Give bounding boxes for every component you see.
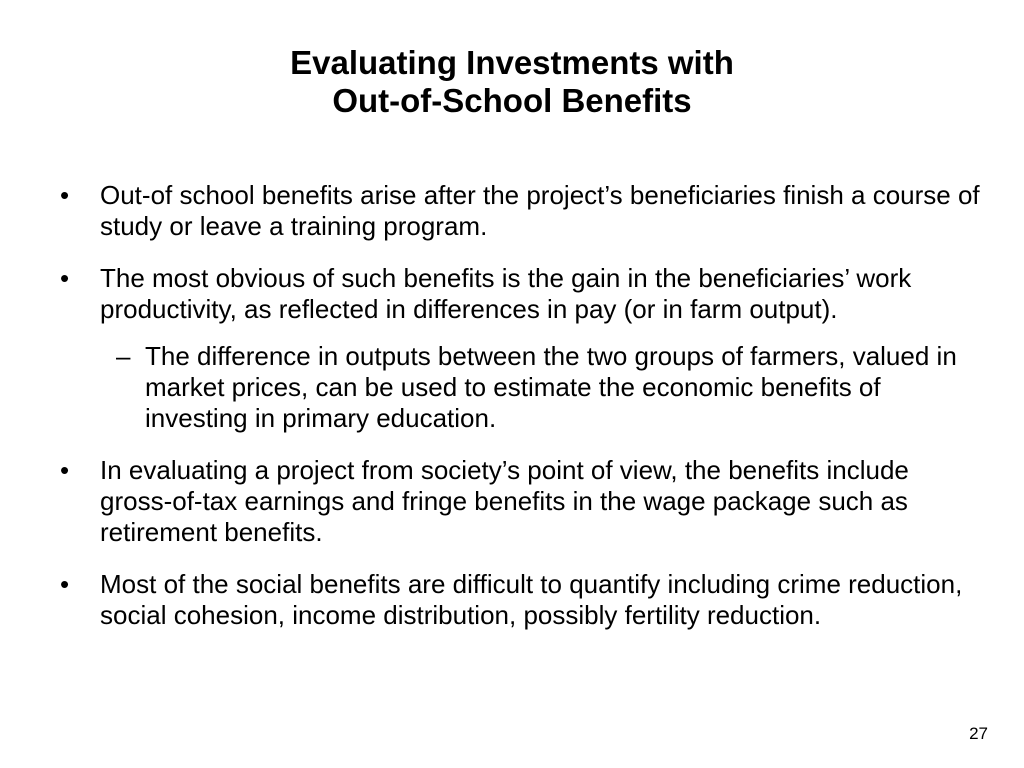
bullet-marker: • [60,455,70,485]
bullet-text-3: In evaluating a project from society’s point of view, the benefits include gross-of-tax earnings and fringe benefits in the wage package such as retirement benefits. [100,455,909,547]
sub-bullet-item-1 [116,341,988,434]
bullet-text-2: The most obvious of such benefits is the gain in the beneficiaries’ work productivity, as reflected in differences in pay (or in farm output). [100,263,912,324]
slide-title-line-1: Evaluating Investments with [290,44,734,81]
slide-title [0,44,1024,120]
bullet-item-4 [58,569,988,631]
bullet-item-3 [58,455,988,548]
bullet-text-4: Most of the social benefits are difficult to quantify including crime reduction, social cohesion, income distribution, possibly fertility reduction. [100,569,963,630]
bullet-marker: • [60,263,70,293]
page-number: 27 [969,724,988,743]
sub-bullet-marker: – [116,341,131,371]
bullet-item-2 [58,263,988,325]
bullet-marker: • [60,180,70,210]
bullet-marker: • [60,569,70,599]
bullet-item-1 [58,180,988,242]
bullet-text-1: Out-of school benefits arise after the project’s beneficiaries finish a course of study or leave a training program. [100,180,980,241]
sub-bullet-text-1: The difference in outputs between the two groups of farmers, valued in market prices, can be used to estimate the economic benefits of investing in primary education. [145,341,957,433]
slide-title-line-2: Out-of-School Benefits [332,82,692,119]
bullet-list [58,180,988,652]
